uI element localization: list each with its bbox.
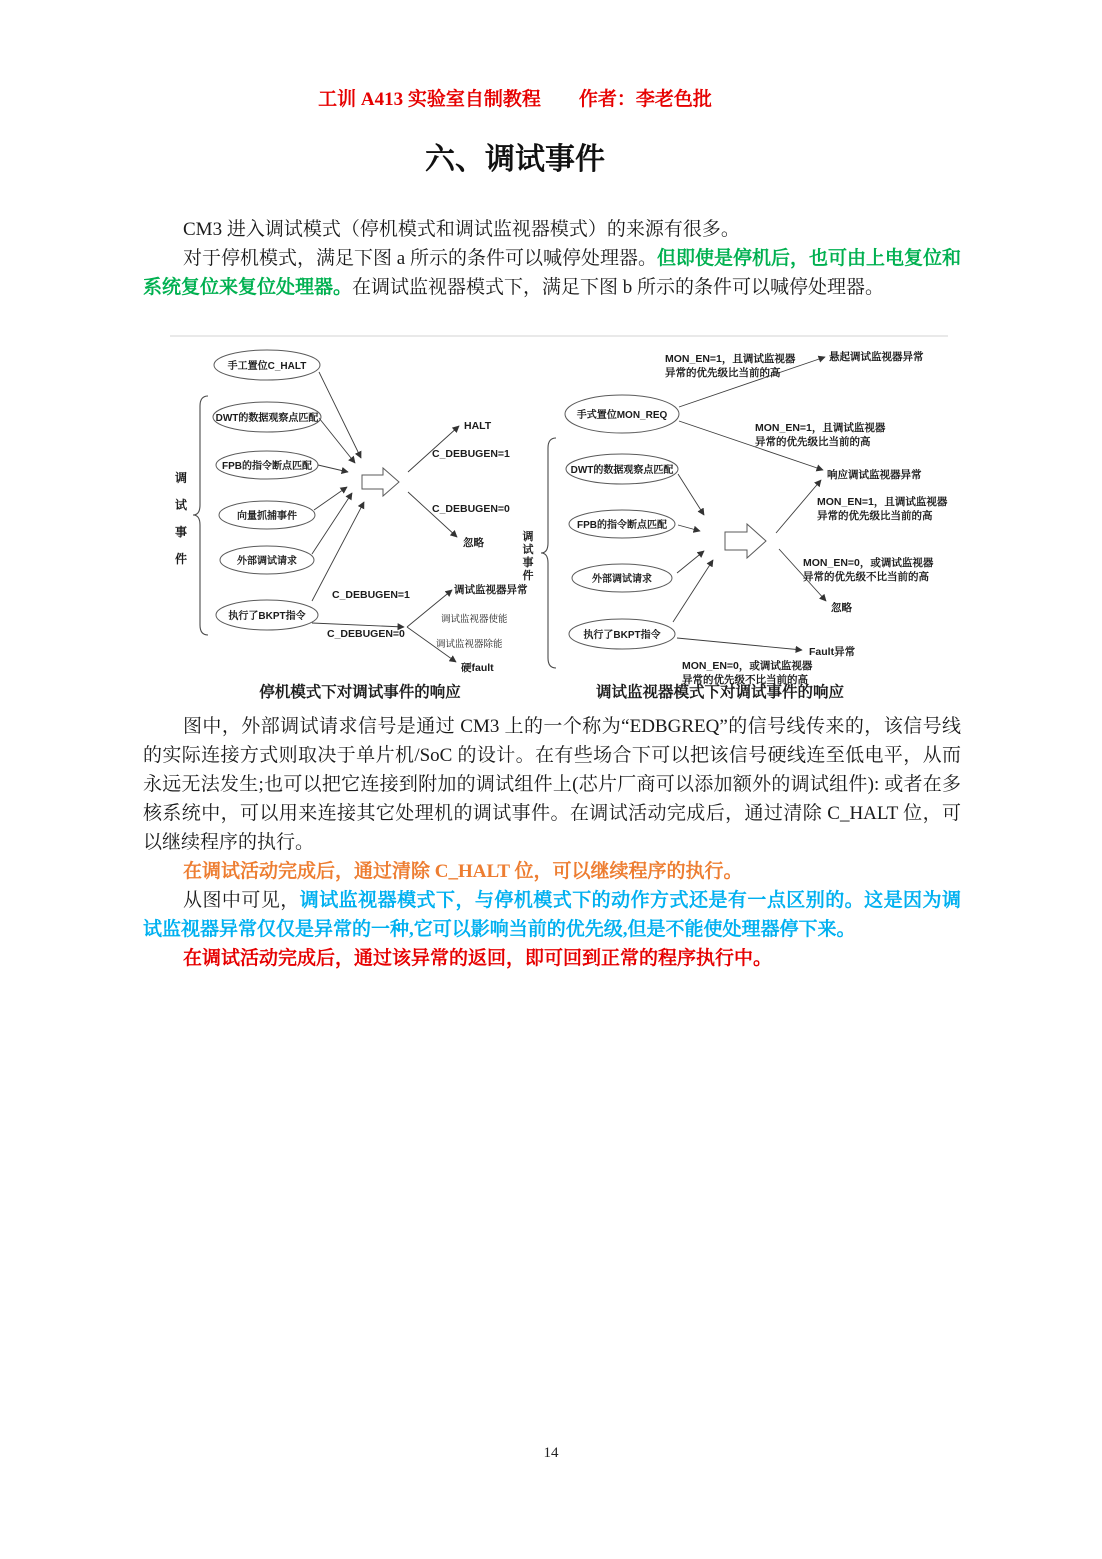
- outcome-pend-monitor-exception: 悬起调试监视器异常: [829, 351, 924, 363]
- paragraph: [143, 244, 961, 302]
- connector-line: [314, 487, 347, 510]
- paragraph: [143, 857, 961, 886]
- flow-node-label: 执行了BKPT指令: [583, 630, 661, 641]
- block-arrow-icon: [362, 468, 399, 496]
- right-brace: [541, 438, 556, 668]
- text-segment: 在调试监视器模式下，满足下图 b 所示的条件可以喊停处理器。: [352, 277, 885, 298]
- connector-line: [318, 465, 348, 472]
- outcome-monitor-exception: 调试监视器异常: [454, 584, 528, 596]
- condition-label: MON_EN=0，或调试监视器: [803, 557, 934, 569]
- connector-line: [678, 474, 704, 515]
- connector-line: [319, 418, 355, 463]
- connector-line: [312, 502, 364, 601]
- connector-line: [678, 525, 700, 531]
- paragraph: [143, 215, 961, 244]
- bracket-label-char: 试: [522, 544, 534, 556]
- connector-line: [319, 372, 361, 458]
- debug-events-diagram: [160, 332, 960, 704]
- flow-node-label: DWT的数据观察点匹配: [570, 465, 674, 476]
- flow-node-label: 手工置位C_HALT: [227, 361, 307, 372]
- block-arrow-icon: [725, 524, 766, 558]
- connector-line: [677, 551, 704, 573]
- body-paragraphs: [143, 712, 961, 973]
- text-segment: CM3 进入调试模式（停机模式和调试监视器模式）的来源有很多。: [183, 219, 740, 240]
- flow-node-label: 外部调试请求: [592, 574, 652, 585]
- bracket-label-char: 件: [522, 570, 534, 582]
- paragraph: [143, 712, 961, 857]
- condition-label: MON_EN=1，且调试监视器: [755, 422, 886, 434]
- text-segment: 在调试活动完成后，通过清除 C_HALT 位，可以继续程序的执行。: [183, 861, 743, 882]
- condition-label: 异常的优先级比当前的高: [755, 436, 871, 448]
- text-segment: 在调试活动完成后，通过该异常的返回，即可回到正常的程序执行中。: [183, 948, 773, 969]
- text-segment: 但即使是停机后，也可由上电复位和系统复位来复位处理器。: [143, 248, 961, 298]
- bracket-label-char: 试: [174, 498, 188, 512]
- page-title: 六、调试事件: [425, 143, 605, 176]
- bracket-label-char: 件: [174, 552, 188, 566]
- condition-monitor-disabled: 调试监视器除能: [436, 639, 503, 650]
- outcome-ignore: 忽略: [831, 602, 852, 614]
- condition-label: 异常的优先级比当前的高: [665, 367, 781, 379]
- outcome-fault-exception: Fault异常: [809, 646, 856, 658]
- bracket-label-char: 事: [174, 525, 188, 539]
- condition-label: C_DEBUGEN=0: [432, 503, 510, 515]
- page-number: 14: [543, 1445, 559, 1461]
- flow-node-label: FPB的指令断点匹配: [577, 520, 667, 531]
- outcome-ignore: 忽略: [463, 537, 484, 549]
- intro-paragraphs: [143, 215, 961, 302]
- debug-events-figure: [160, 332, 960, 704]
- text-segment: 对于停机模式，满足下图 a 所示的条件可以喊停处理器。: [183, 248, 657, 269]
- outcome-hard-fault: 硬fault: [461, 662, 494, 674]
- bracket-label-char: 事: [522, 557, 534, 569]
- flow-node-label: FPB的指令断点匹配: [222, 461, 312, 472]
- flow-node-label: DWT的数据观察点匹配: [215, 413, 319, 424]
- condition-label: MON_EN=1，且调试监视器: [665, 353, 796, 365]
- connector-line: [673, 560, 713, 622]
- connector-line: [312, 623, 404, 627]
- connector-line: [677, 638, 802, 650]
- condition-label: 异常的优先级不比当前的高: [682, 674, 808, 686]
- condition-label: 异常的优先级不比当前的高: [803, 571, 929, 583]
- right-chart-caption: 调试监视器模式下对调试事件的响应: [595, 684, 845, 701]
- paragraph: [143, 944, 961, 973]
- document-header: 工训 A413 实验室自制教程 作者：李老色批: [318, 89, 712, 110]
- text-segment: 从图中可见，: [183, 890, 300, 911]
- paragraph: [143, 886, 961, 944]
- flow-node-label: 向量抓捕事件: [237, 511, 297, 522]
- left-brace: [193, 396, 208, 635]
- flow-node-label: 外部调试请求: [237, 556, 297, 567]
- text-segment: 调试监视器模式下，与停机模式下的动作方式还是有一点区别的。这是因为调试监视器异常仅仅是异常的一种,它可以影响当前的优先级,但是不能使处理器停下来。: [143, 890, 961, 940]
- halt-mode-chart: [175, 350, 528, 701]
- connector-line: [776, 480, 821, 533]
- flow-node-label: 执行了BKPT指令: [228, 611, 306, 622]
- condition-monitor-enabled: 调试监视器使能: [441, 614, 508, 625]
- outcome-respond-monitor-exception: 响应调试监视器异常: [827, 469, 922, 481]
- bracket-label-char: 调: [174, 471, 188, 485]
- condition-label: C_DEBUGEN=0: [327, 628, 405, 640]
- outcome-halt: HALT: [464, 420, 492, 432]
- text-segment: 图中，外部调试请求信号是通过 CM3 上的一个称为“EDBGREQ”的信号线传来的，该信号线的实际连接方式则取决于单片机/SoC 的设计。在有些场合下可以把该信号硬线连至低电平，从而永远无法发生;也可以把它连接到附加的调试组件上(芯片厂商可以添加额外的调试组件): 或者在多核系统中，可以用来连接其它处理机的调试事件。在调试活动完成后，通过清除 C_HALT 位，可以继续程序的执行。: [143, 716, 961, 853]
- connector-line: [312, 493, 352, 554]
- condition-label: C_DEBUGEN=1: [332, 589, 410, 601]
- condition-label: 异常的优先级比当前的高: [817, 510, 933, 522]
- flow-node-label: 手式置位MON_REQ: [576, 410, 668, 421]
- condition-label: MON_EN=0，或调试监视器: [682, 660, 813, 672]
- condition-label: MON_EN=1，且调试监视器: [817, 496, 948, 508]
- condition-label: C_DEBUGEN=1: [432, 448, 510, 460]
- monitor-mode-chart: [523, 350, 948, 701]
- bracket-label-char: 调: [522, 531, 534, 543]
- left-chart-caption: 停机模式下对调试事件的响应: [259, 684, 461, 701]
